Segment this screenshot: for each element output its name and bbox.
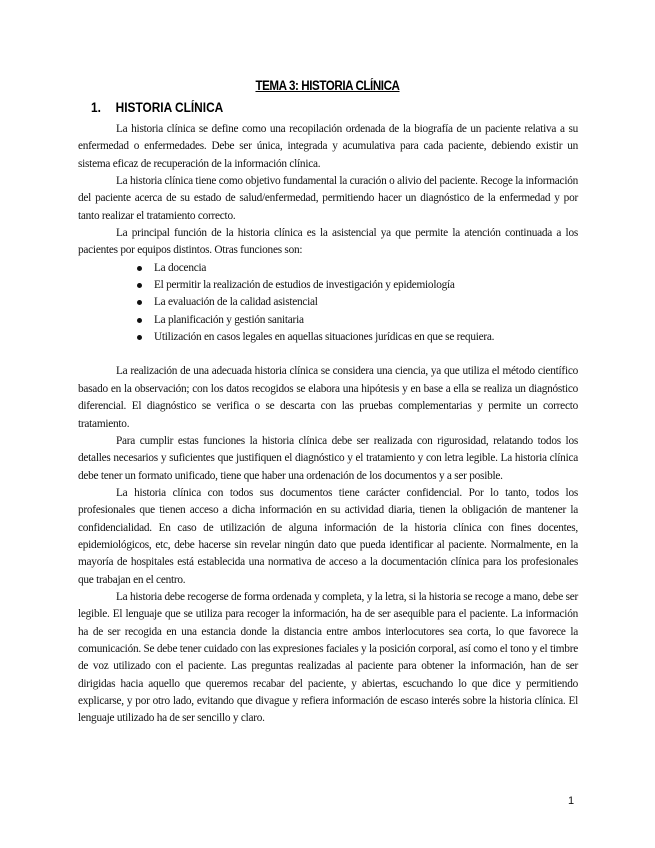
paragraph: La historia clínica tiene como objetivo fundamental la curación o alivio del paciente. Recoge la información del paciente acerca de su estado de salud/enfermedad, permitiendo hacer un diagnóstico de la enfermedad y por tanto realizar el tratamiento correcto. (78, 175, 578, 222)
page-number: 1 (568, 795, 575, 807)
section-heading-text: HISTORIA CLÍNICA (115, 100, 224, 115)
paragraph: La principal función de la historia clínica es la asistencial ya que permite la atención continuada a los pacientes por equipos distintos. Otras funciones son: (78, 227, 578, 257)
paragraph: Para cumplir estas funciones la historia clínica debe ser realizada con rigurosidad, relatando todos los detalles necesarios y suficientes que justifiquen el diagnóstico y el tratamiento y con letra legible. La historia clínica debe tener un formato unificado, tiene que haber una ordenación de los documentos y a ser posible. (78, 434, 578, 482)
list-item: Utilización en casos legales en aquellas situaciones jurídicas en que se requiera. (137, 329, 578, 346)
list-item: El permitir la realización de estudios de investigación y epidemiología (137, 277, 578, 294)
section-heading (91, 100, 223, 115)
paragraph: La historia clínica con todos sus documentos tiene carácter confidencial. Por lo tanto, todos los profesionales que tienen acceso a dicha información en su actividad diaria, tienen la obligación de mantener la confidencialidad. En caso de utilización de alguna información de la historia clínica con fines docentes, epidemiológicos, etc, debe hacerse sin revelar ningún dato que pueda identificar al paciente. Normalmente, en la mayoría de hospitales está establecida una normativa de acceso a la documentación clínica para los profesionales que trabajan en el centro. (78, 486, 578, 586)
list-item: La docencia (137, 260, 578, 277)
functions-list (78, 260, 578, 347)
paragraph: La historia clínica se define como una recopilación ordenada de la biografía de un paciente relativa a su enfermedad o enfermedades. Debe ser única, integrada y acumulativa para cada paciente, debiendo existir un sistema eficaz de recuperación de la información clínica. (78, 123, 578, 170)
list-item: La planificación y gestión sanitaria (137, 312, 578, 329)
document-title: TEMA 3: HISTORIA CLÍNICA (255, 78, 400, 93)
paragraph: La historia debe recogerse de forma ordenada y completa, y la letra, si la historia se recoge a mano, debe ser legible. El lenguaje que se utiliza para recoger la información, ha de ser asequible para el paciente. La información ha de ser recogida en una estancia donde la distancia entre ambos interlocutores sea corta, lo que favorece la comunicación. Se debe tener cuidado con las expresiones faciales y la posición corporal, así como el tono y el timbre de voz utilizado con el paciente. Las preguntas realizadas al paciente para obtener la información, han de ser dirigidas hacia aquello que queremos recabar del paciente, y abiertas, escuchando lo que dice y permitiendo explicarse, y por otro lado, evitando que divague y refiera información de escaso interés sobre la historia clínica. El lenguaje utilizado ha de ser sencillo y claro. (78, 590, 578, 725)
list-item: La evaluación de la calidad asistencial (137, 294, 578, 311)
section-number: 1. (91, 100, 101, 115)
body-text (78, 121, 578, 728)
paragraph: La realización de una adecuada historia clínica se considera una ciencia, ya que utiliza el método científico basado en la observación; con los datos recogidos se elabora una hipótesis y en base a ella se realiza un diagnóstico diferencial. El diagnóstico se verifica o se descarta con las pruebas complementarias y permite un correcto tratamiento. (78, 365, 578, 430)
